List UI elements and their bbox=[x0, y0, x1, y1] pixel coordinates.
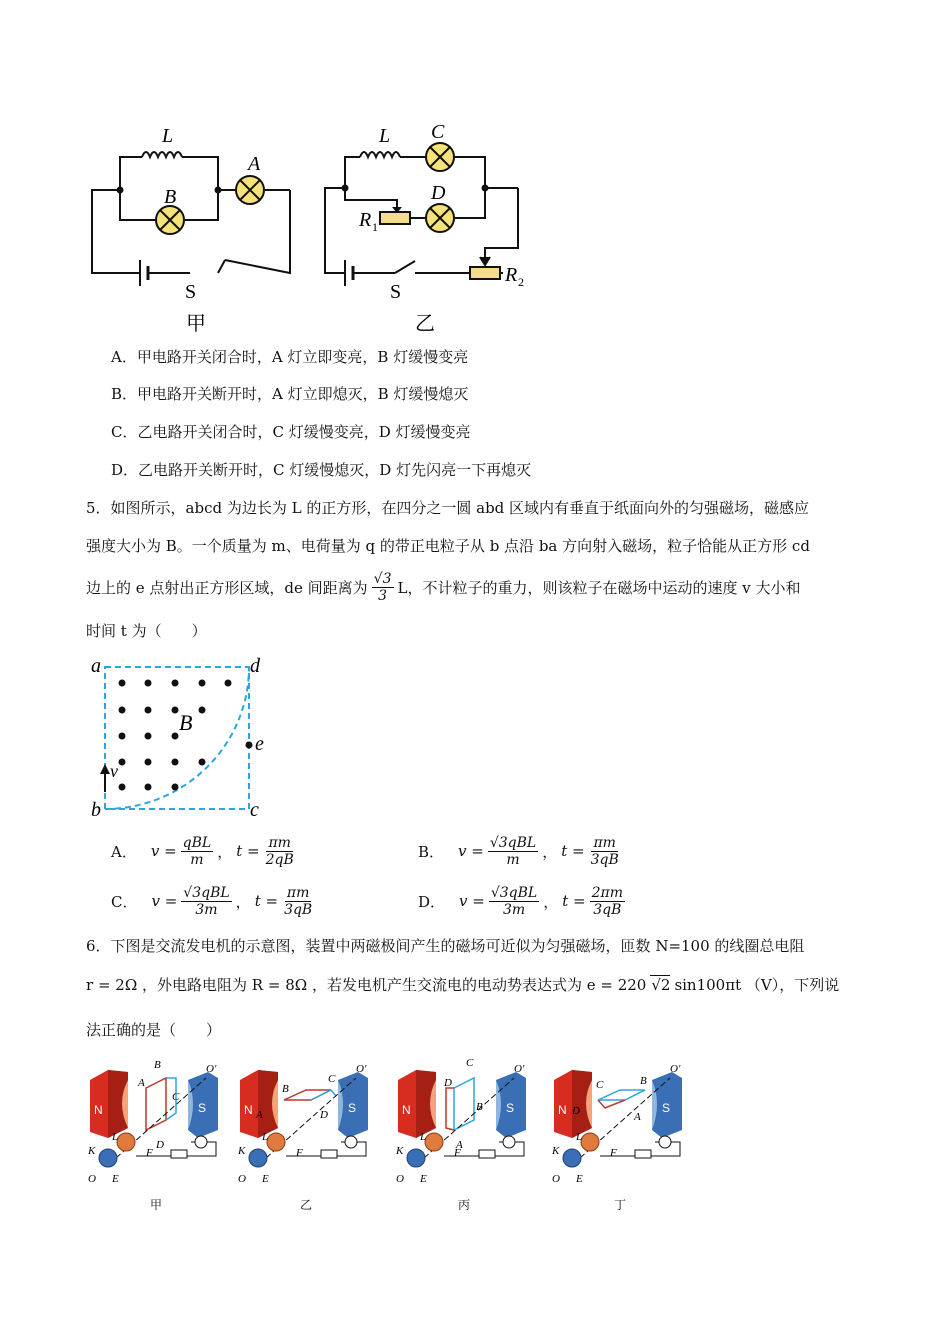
fig-d: d bbox=[250, 655, 260, 677]
svg-text:O′: O′ bbox=[514, 1063, 525, 1075]
generator-jia bbox=[86, 1058, 236, 1212]
q5-option-a: A． v = $\frac{\text{qBL}}{m}$ ， t = $\frac{\pi m}{2qB}$ bbox=[111, 834, 294, 868]
label-D: D bbox=[431, 182, 446, 204]
label-R1: R bbox=[359, 209, 372, 231]
label-A: A bbox=[248, 153, 261, 175]
svg-text:C: C bbox=[328, 1073, 336, 1085]
svg-text:N: N bbox=[558, 1103, 567, 1117]
generator-jia-caption: 甲 bbox=[150, 1198, 163, 1212]
caption-jia: 甲 bbox=[186, 311, 206, 335]
lamp-A-icon bbox=[236, 176, 264, 204]
svg-text:A: A bbox=[138, 1077, 145, 1089]
svg-text:D: D bbox=[572, 1105, 580, 1117]
svg-text:O: O bbox=[552, 1173, 560, 1183]
label-S: S bbox=[185, 281, 197, 303]
q5-line2: 强度大小为 B。一个质量为 m、电荷量为 q 的带正电粒子从 b 点沿 ba 方向射入磁场，粒子恰能从正方形 cd bbox=[86, 537, 810, 555]
q5-line1: 5．如图所示，abcd 为边长为 L 的正方形，在四分之一圆 abd 区域内有垂直于纸面向外的匀强磁场，磁感应 bbox=[86, 499, 810, 517]
svg-text:C: C bbox=[466, 1058, 474, 1069]
fig-b: b bbox=[91, 799, 101, 821]
q5-line3 bbox=[86, 568, 800, 606]
svg-text:L: L bbox=[112, 1131, 119, 1143]
generator-bing-drawing bbox=[394, 1058, 544, 1183]
svg-text:O: O bbox=[238, 1173, 246, 1183]
svg-text:F: F bbox=[296, 1147, 303, 1159]
generator-bing bbox=[394, 1058, 544, 1212]
q6-line1: 6．下图是交流发电机的示意图，装置中两磁极间产生的磁场可近似为匀强磁场，匝数 N=100 的线圈总电阻 bbox=[86, 937, 805, 955]
svg-text:D: D bbox=[320, 1109, 328, 1121]
q4-option-d: D．乙电路开关断开时，C 灯缓慢熄灭，D 灯先闪亮一下再熄灭 bbox=[111, 461, 532, 479]
svg-text:B: B bbox=[476, 1101, 483, 1113]
label-R2-sub: 2 bbox=[518, 275, 524, 289]
label-S2: S bbox=[390, 281, 402, 303]
svg-text:E: E bbox=[576, 1173, 583, 1183]
q5-square-field-diagram bbox=[85, 652, 275, 822]
generator-bing-caption: 丙 bbox=[458, 1198, 471, 1212]
fig-c: c bbox=[250, 799, 259, 821]
generator-ding-caption: 丁 bbox=[614, 1198, 627, 1212]
svg-text:K: K bbox=[238, 1145, 246, 1157]
lamp-D-icon bbox=[426, 204, 454, 232]
svg-text:E: E bbox=[420, 1173, 427, 1183]
svg-text:L: L bbox=[576, 1131, 583, 1143]
svg-text:K: K bbox=[552, 1145, 560, 1157]
label-L2: L bbox=[379, 125, 391, 147]
lamp-B-icon bbox=[156, 206, 184, 234]
generator-ding bbox=[550, 1058, 700, 1212]
fig-v: v bbox=[110, 761, 118, 781]
svg-text:B: B bbox=[154, 1059, 161, 1071]
svg-text:L: L bbox=[420, 1131, 427, 1143]
svg-text:E: E bbox=[112, 1173, 119, 1183]
svg-text:K: K bbox=[88, 1145, 96, 1157]
fig-B: B bbox=[179, 710, 193, 735]
circuit-jia-diagram bbox=[80, 115, 310, 340]
svg-text:N: N bbox=[402, 1103, 411, 1117]
svg-text:O′: O′ bbox=[356, 1063, 367, 1075]
label-B: B bbox=[164, 186, 177, 208]
q6-line2: r = 2Ω ，外电路电阻为 R = 8Ω ，若发电机产生交流电的电动势表达式为 e = 220 √2 sin100πt （V），下列说 bbox=[86, 976, 840, 994]
q5-line3-b: L，不计粒子的重力，则该粒子在磁场中运动的速度 v 大小和 bbox=[397, 578, 801, 597]
svg-text:F: F bbox=[146, 1147, 153, 1159]
q4-option-b: B．甲电路开关断开时，A 灯立即熄灭，B 灯缓慢熄灭 bbox=[111, 385, 469, 403]
label-R1-sub: 1 bbox=[372, 220, 378, 234]
generator-yi bbox=[236, 1058, 386, 1212]
label-C: C bbox=[431, 121, 445, 143]
q6-line3: 法正确的是（ ） bbox=[86, 1021, 222, 1039]
q4-option-a: A．甲电路开关闭合时，A 灯立即变亮，B 灯缓慢变亮 bbox=[111, 348, 469, 366]
fig-e: e bbox=[255, 733, 264, 755]
caption-yi: 乙 bbox=[415, 311, 435, 335]
svg-text:A: A bbox=[456, 1139, 463, 1151]
q5-option-b: B． v = $\frac{\text{√3qBL}}{m}$ ， t = $\frac{\pi m}{3qB}$ bbox=[418, 834, 619, 868]
svg-text:L: L bbox=[262, 1131, 269, 1143]
svg-text:S: S bbox=[506, 1101, 515, 1115]
svg-text:S: S bbox=[198, 1101, 207, 1115]
fig-a: a bbox=[91, 655, 101, 677]
generator-figures bbox=[86, 1058, 886, 1218]
q5-option-c: C． v = $\frac{\text{√3qBL}}{3m}$ ， t = $\frac{\pi m}{3qB}$ bbox=[111, 884, 313, 918]
svg-text:F: F bbox=[610, 1147, 617, 1159]
lamp-C-icon bbox=[426, 143, 454, 171]
svg-text:E: E bbox=[262, 1173, 269, 1183]
q5-line3-a: 边上的 e 点射出正方形区域，de 间距离为 bbox=[86, 578, 368, 597]
svg-text:O: O bbox=[396, 1173, 404, 1183]
svg-text:B: B bbox=[282, 1083, 289, 1095]
svg-text:O′: O′ bbox=[670, 1063, 681, 1075]
svg-text:D: D bbox=[156, 1139, 164, 1151]
svg-text:S: S bbox=[348, 1101, 357, 1115]
generator-ding-drawing bbox=[550, 1058, 700, 1183]
label-L: L bbox=[162, 125, 174, 147]
svg-text:O′: O′ bbox=[206, 1063, 217, 1075]
q5-de-fraction: $\frac{√3}{3}$ bbox=[373, 570, 392, 604]
svg-text:N: N bbox=[244, 1103, 253, 1117]
svg-text:A: A bbox=[634, 1111, 641, 1123]
svg-text:C: C bbox=[596, 1079, 604, 1091]
svg-text:N: N bbox=[94, 1103, 103, 1117]
svg-text:C: C bbox=[172, 1091, 180, 1103]
svg-text:A: A bbox=[256, 1109, 263, 1121]
circuit-yi-diagram bbox=[315, 115, 545, 340]
svg-text:S: S bbox=[662, 1101, 671, 1115]
svg-text:D: D bbox=[444, 1077, 452, 1089]
generator-yi-caption: 乙 bbox=[300, 1198, 313, 1212]
svg-text:F: F bbox=[454, 1147, 461, 1159]
q5-option-d: D． v = $\frac{\text{√3qBL}}{3m}$ ， t = $\frac{2\pi m}{3qB}$ bbox=[418, 884, 623, 918]
svg-text:B: B bbox=[640, 1075, 647, 1087]
q5-line4: 时间 t 为（ ） bbox=[86, 622, 207, 640]
q4-option-c: C．乙电路开关闭合时，C 灯缓慢变亮，D 灯缓慢变亮 bbox=[111, 423, 471, 441]
label-R2: R bbox=[505, 264, 518, 286]
svg-text:K: K bbox=[396, 1145, 404, 1157]
svg-text:O: O bbox=[88, 1173, 96, 1183]
generator-jia-drawing bbox=[86, 1058, 236, 1183]
generator-yi-drawing bbox=[236, 1058, 386, 1183]
